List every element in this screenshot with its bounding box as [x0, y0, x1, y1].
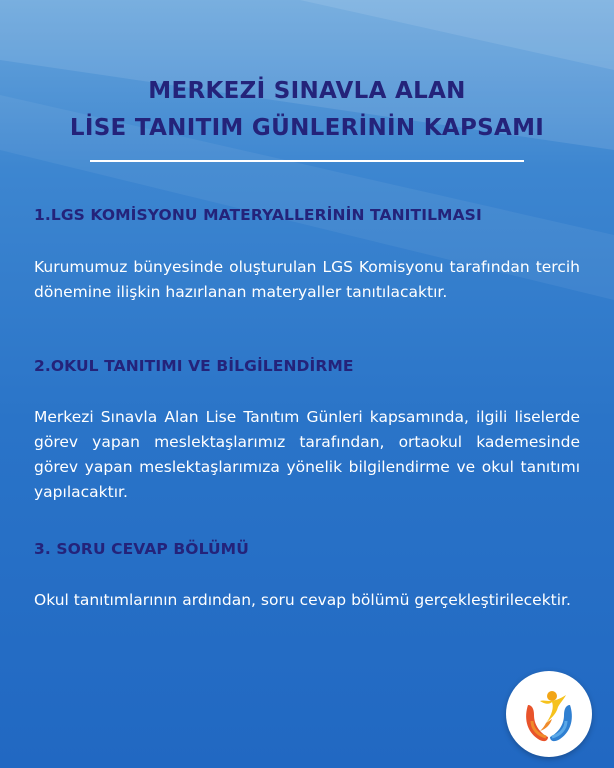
section-1-body: Kurumumuz bünyesinde oluşturulan LGS Komisyonu tarafından tercih dönemine ilişkin hazırlanan materyaller tanıtılacaktır. [34, 258, 580, 301]
title-line-2: LİSE TANITIM GÜNLERİNİN KAPSAMI [69, 115, 545, 141]
section-1-heading: 1.LGS KOMİSYONU MATERYALLERİNİN TANITILMASI [34, 206, 482, 224]
title-divider [90, 160, 524, 162]
section-2-body: Merkezi Sınavla Alan Lise Tanıtım Günleri kapsamında, ilgili liselerde görev yapan meslektaşlarımız tarafından, ortaokul kademesinde görev yapan meslektaşlarımıza yönelik bilgilendirme ve okul tanıtımı yapılacaktır. [34, 408, 580, 501]
page-title [0, 73, 614, 147]
section-2-heading: 2.OKUL TANITIMI VE BİLGİLENDİRME [34, 357, 354, 375]
hands-figure-logo-icon [506, 671, 592, 757]
section-3-heading: 3. SORU CEVAP BÖLÜMÜ [34, 540, 249, 558]
title-line-1: MERKEZİ SINAVLA ALAN [148, 78, 466, 104]
section-3-body: Okul tanıtımlarının ardından, soru cevap bölümü gerçekleştirilecektir. [34, 591, 571, 609]
